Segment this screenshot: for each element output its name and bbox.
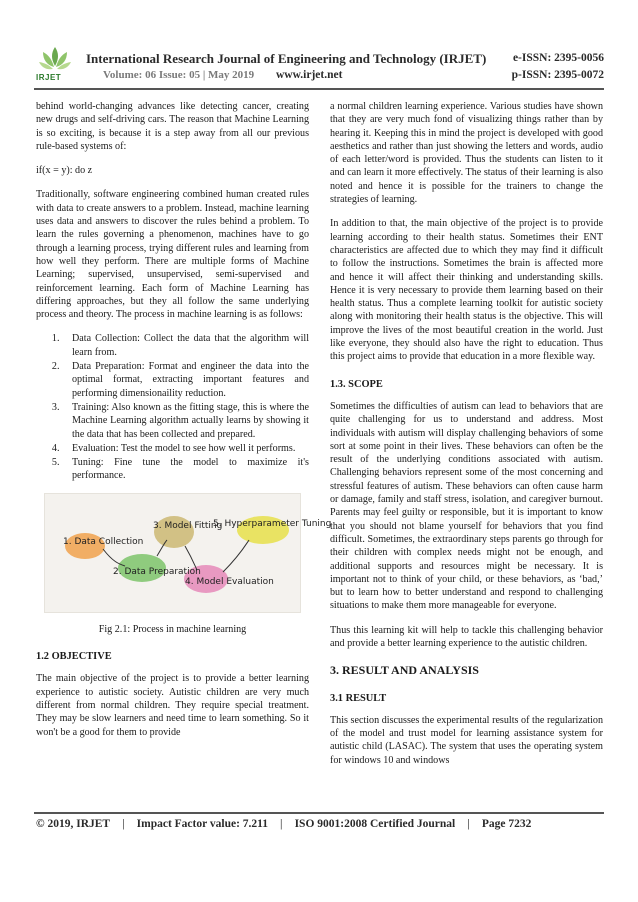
figure-caption: Fig 2.1: Process in machine learning bbox=[98, 623, 247, 635]
paragraph: behind world-changing advances like detecting cancer, creating new drugs and self-driving cars. The reason that Machine Learning is so exciting, is because it is a step away from all our previous rule-based systems of: bbox=[36, 101, 309, 152]
subsection-heading-result: 3.1 RESULT bbox=[330, 692, 387, 704]
ml-process-illustration bbox=[45, 494, 332, 612]
paragraph: Traditionally, software engineering combined human created rules with data to create answers to a problem. Instead, machine learning uses data and answers to discover the rules behind a problem. To learn the rules governing a phenomenon, machines have to go through a learning process, trying different rules and learning from how well they perform. There are multiple forms of Machine Learning; supervised, unsupervised, semi-supervised and reinforcement learning. Each form of Machine Learning has differing approaches, but they all follow the same underlying process and theory. The process in machine learning is as follows: bbox=[36, 189, 309, 321]
journal-website[interactable]: www.irjet.net bbox=[276, 69, 343, 81]
section-heading-scope: 1.3. SCOPE bbox=[330, 378, 383, 390]
code-snippet: if(x = y): do z bbox=[36, 165, 93, 177]
footer-divider bbox=[34, 812, 604, 814]
p-issn: p-ISSN: 2395-0072 bbox=[511, 69, 604, 81]
figure-label: 4. Model Evaluation bbox=[185, 576, 274, 587]
right-column bbox=[330, 100, 603, 778]
iso-certification: ISO 9001:2008 Certified Journal bbox=[294, 818, 456, 830]
list-item: 3. Training: Also known as the fitting stage, this is where the Machine Learning algorithm actually learns by showing it the data that has been collected and prepared. bbox=[62, 401, 309, 441]
figure-label: 1. Data Collection bbox=[63, 536, 144, 547]
section-heading-results: 3. RESULT AND ANALYSIS bbox=[330, 663, 479, 678]
paragraph: a normal children learning experience. Various studies have shown that they are very much fond of visualizing things rather than by hearing it. Keeping this in mind the project is developed with good aesthetics and rather than just showing the letters and words, audio of each letter/word is provided. Thus the students can listen to it and can learn it more effectively. The status of their learning is also noted and hence it is possible for the trainers to change the strategies of learning. bbox=[330, 101, 603, 206]
footer-separator: | bbox=[122, 818, 125, 830]
list-item: 1. Data Collection: Collect the data that the algorithm will learn from. bbox=[62, 332, 309, 359]
left-column bbox=[36, 100, 332, 750]
process-steps-list bbox=[36, 332, 309, 482]
page-header bbox=[0, 0, 638, 90]
ml-process-figure bbox=[44, 493, 332, 613]
paragraph: Sometimes the difficulties of autism can lead to behaviors that are quite challenging for us to understand and address. Most individuals with autism will display challenging behaviors of some sort at some point in their lives. These behaviors can often be the result of the underlying conditions associated with autism. Challenging behaviors represent some of the most concerning and stressful features of autism. These behaviors can often cause harm or damage, family and staff stress, isolation, and caregiver burnout. Parents may feel guilty or responsible, but it is important to know that you should not blame yourself for behaviors that you find difficult. Sometimes, the extraordinary steps parents go through for their children with complex needs might not be enough, and additional supports and resources might be necessary. It is important not to think of your child, or these behaviors, as ‘bad,’ but to learn how to better understand and respond to challenging situations to make them more manageable for everyone. bbox=[330, 400, 603, 612]
figure-label: 5. Hyperparameter Tuning bbox=[213, 518, 332, 529]
page-number: Page 7232 bbox=[481, 818, 532, 830]
paragraph: Thus this learning kit will help to tackle this challenging behavior and provide a better learning experience to the autistic children. bbox=[330, 624, 603, 649]
paragraph: This section discusses the experimental results of the regularization of the model and trust model for learning assistance system for autistic child (LASAC). The system that uses the operating system for windows 10 and windows bbox=[330, 714, 603, 766]
journal-title: International Research Journal of Engineering and Technology (IRJET) bbox=[86, 51, 487, 66]
list-item: 2. Data Preparation: Format and engineer the data into the optimal format, extracting important features and performing dimensionaility reduction. bbox=[62, 360, 309, 400]
footer-separator: | bbox=[467, 818, 470, 830]
page-footer bbox=[36, 818, 602, 830]
paragraph: In addition to that, the main objective of the project is to provide learning according to their health status. Sometimes their ENT characteristics are affected due to which they may find it difficult to follow the instructions. Sometimes the brain is affected more and hence it will affect their thinking and understanding skills. Hence it is very necessary to provide them learning based on their health status. Thus a complete learning toolkit for autistic society along with monitoring their health status is the objective. This will improve the lives of the most beautiful creation in the world. Just like everyone, they should also have the right to education. Thus this project aims to provide that education in a more flexible way. bbox=[330, 218, 603, 363]
copyright: © 2019, IRJET bbox=[36, 818, 111, 830]
list-item: 5. Tuning: Fine tune the model to maximize it's performance. bbox=[62, 456, 309, 483]
figure-label: 3. Model Fitting bbox=[153, 520, 223, 531]
paragraph: The main objective of the project is to provide a better learning experience to autistic society. Autistic children are very much different from normal children. They require special treatment. They may be slow learners and need time to learn something. So it won't be a good for them to provide bbox=[36, 673, 309, 738]
impact-factor: Impact Factor value: 7.211 bbox=[136, 818, 269, 830]
section-heading-objective: 1.2 OBJECTIVE bbox=[36, 651, 112, 663]
logo-wordmark: IRJET bbox=[36, 73, 62, 82]
header-divider bbox=[34, 88, 604, 90]
footer-separator: | bbox=[280, 818, 283, 830]
list-item: 4. Evaluation: Test the model to see how well it performs. bbox=[62, 442, 309, 455]
volume-issue: Volume: 06 Issue: 05 | May 2019 bbox=[103, 69, 255, 81]
figure-label: 2. Data Preparation bbox=[113, 566, 201, 577]
e-issn: e-ISSN: 2395-0056 bbox=[512, 52, 604, 64]
